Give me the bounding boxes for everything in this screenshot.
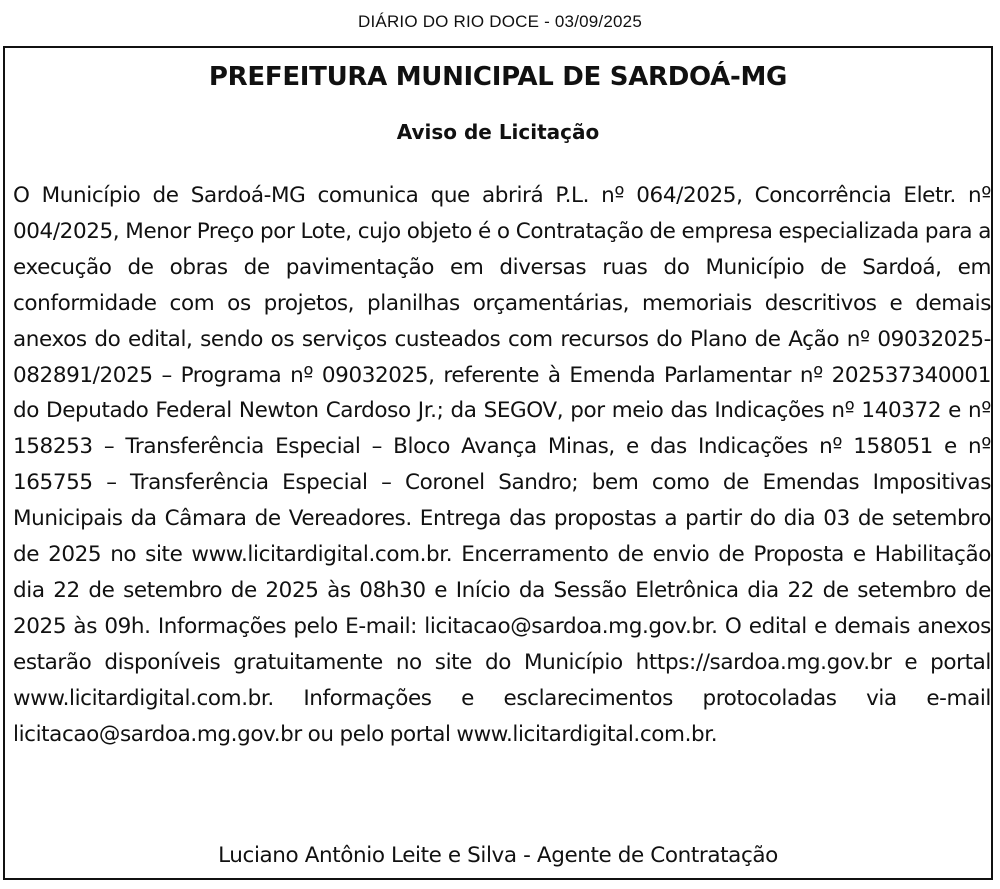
notice-title: PREFEITURA MUNICIPAL DE SARDOÁ-MG bbox=[208, 62, 788, 92]
notice-body: O Município de Sardoá-MG comunica que abrirá P.L. nº 064/2025, Concorrência Eletr. nº 004/2025, Menor Preço por Lote, cujo objeto é o Contratação de empresa especializada para a execução de obras de pavimentação em diversas ruas do Município de Sardoá, em conformidade com os projetos, planilhas orçamentárias, memoriais descritivos e demais anexos do edital, sendo os serviços custeados com recursos do Plano de Ação nº 09032025-082891/2025 – Programa nº 09032025, referente à Emenda Parlamentar nº 202537340001 do Deputado Federal Newton Cardoso Jr.; da SEGOV, por meio das Indicações nº 140372 e nº 158253 – Transferência Especial – Bloco Avança Minas, e das Indicações nº 158051 e nº 165755 – Transferência Especial – Coronel Sandro; bem como de Emendas Impositivas Municipais da Câmara de Vereadores. Entrega das propostas a partir do dia 03 de setembro de 2025 no site www.licitardigital.com.br. Encerramento de envio de Proposta e Habilitação dia 22 de setembro de 2025 às 08h30 e Início da Sessão Eletrônica dia 22 de setembro de 2025 às 09h. Informações pelo E-mail: licitacao@sardoa.mg.gov.br. O edital e demais anexos estarão disponíveis gratuitamente no site do Município https://sardoa.mg.gov.br e portal www.licitardigital.com.br. Informações e esclarecimentos protocoladas via e-mail licitacao@sardoa.mg.gov.br ou pelo portal www.licitardigital.com.br. bbox=[13, 183, 991, 747]
notice-signature: Luciano Antônio Leite e Silva - Agente de Contratação bbox=[218, 843, 778, 868]
notice-box bbox=[3, 46, 993, 880]
notice-subtitle: Aviso de Licitação bbox=[396, 120, 600, 144]
newspaper-header: DIÁRIO DO RIO DOCE - 03/09/2025 bbox=[358, 12, 642, 31]
